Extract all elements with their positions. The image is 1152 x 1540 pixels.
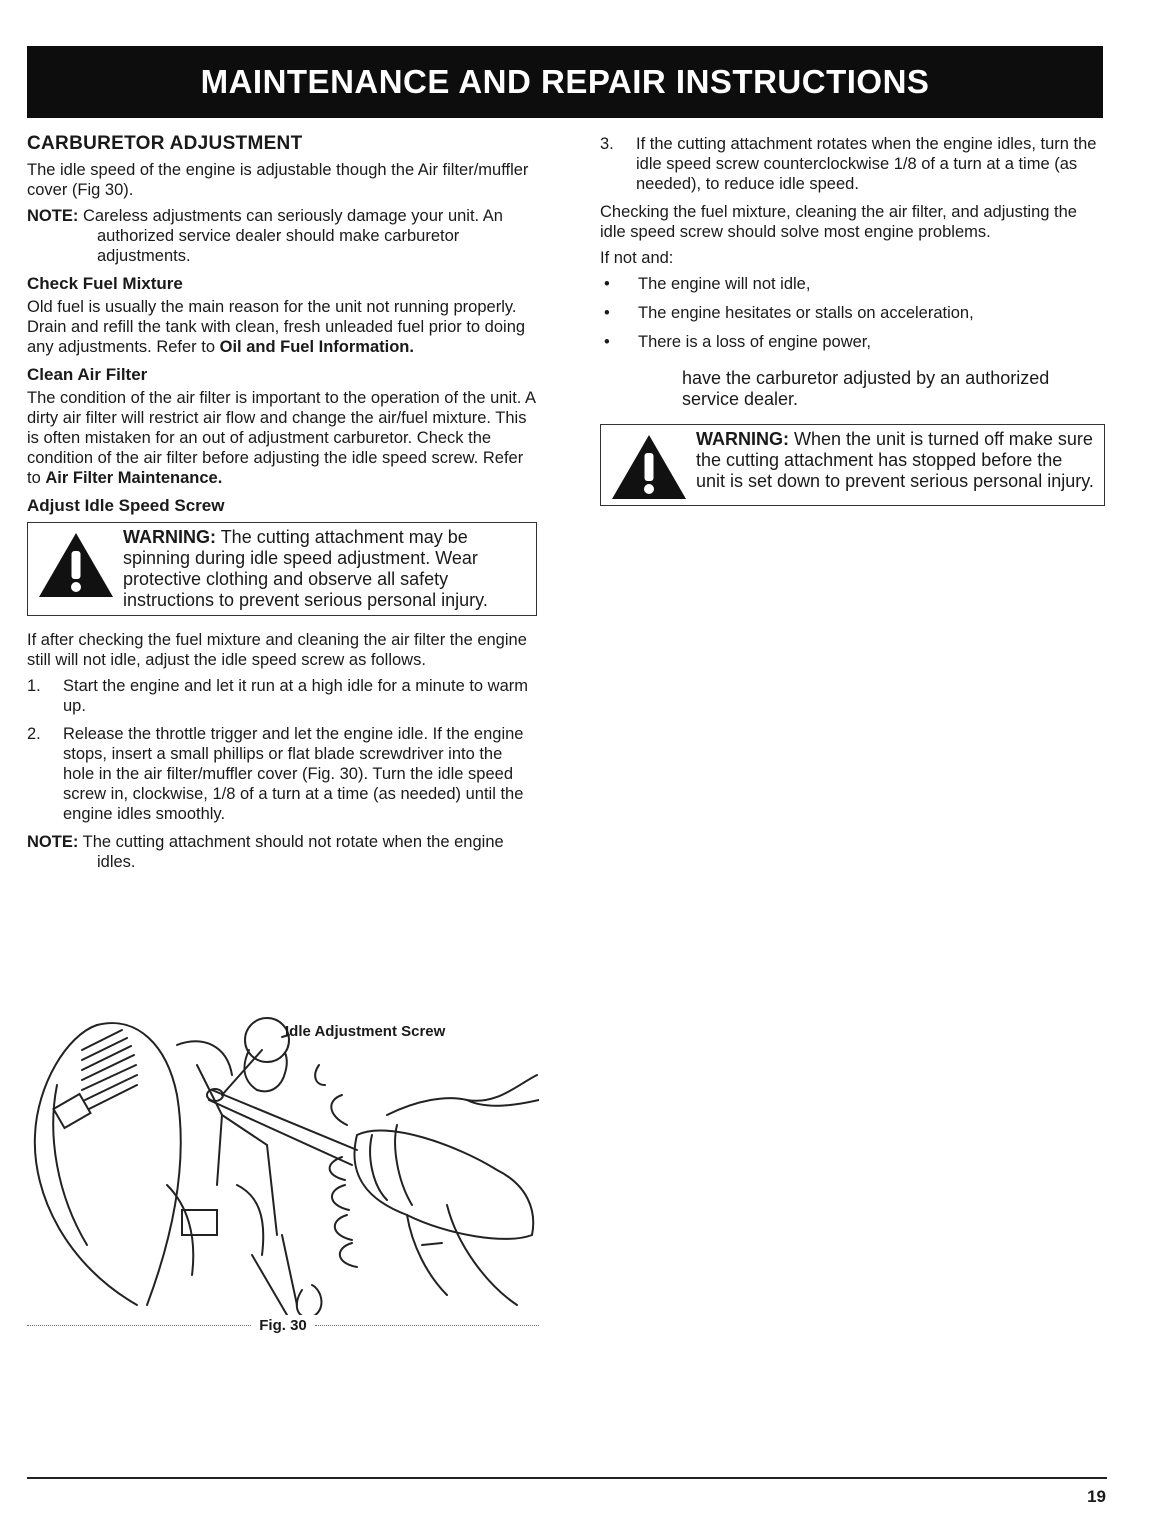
warning-box-spinning <box>27 522 537 616</box>
warning-text: When the unit is turned off make sure the cutting attachment has stopped before the unit is set down to prevent serious personal injury. <box>696 429 1094 491</box>
step-number: 1. <box>27 677 41 695</box>
adjustment-steps <box>27 676 537 824</box>
heading-adjust-idle: Adjust Idle Speed Screw <box>27 496 225 515</box>
problem-list <box>600 274 1105 352</box>
bullet-icon: • <box>604 333 610 351</box>
bullet-icon: • <box>604 304 610 322</box>
warning-label: WARNING: <box>696 429 789 449</box>
list-item <box>600 303 1105 323</box>
warning-triangle-icon <box>601 429 696 501</box>
check-fuel-reference: Oil and Fuel Information. <box>219 338 414 356</box>
list-item <box>600 332 1105 352</box>
note-label: NOTE: <box>27 207 79 225</box>
footer-rule <box>27 1477 1107 1479</box>
figure-30 <box>27 1005 539 1340</box>
heading-clean-air-filter: Clean Air Filter <box>27 365 148 384</box>
warning-text-block <box>696 429 1096 492</box>
bullet-text: The engine hesitates or stalls on acceleration, <box>638 304 974 322</box>
figure-callout-label: Idle Adjustment Screw <box>285 1023 446 1040</box>
step-number: 2. <box>27 725 41 743</box>
note-careless <box>27 206 537 266</box>
warning-triangle-icon <box>28 527 123 599</box>
clean-air-text: The condition of the air filter is important to the operation of the unit. A dirty air filter will restrict air flow and change the air/fuel mixture. This is often mistaken for an out of adjustment carburetor. Check the condition of the air filter before adjusting the idle speed screw. Refer to <box>27 389 536 487</box>
warning-text-block <box>123 527 528 611</box>
section-title: CARBURETOR ADJUSTMENT <box>27 133 303 154</box>
if-not-text: If not and: <box>600 249 674 267</box>
page-title: MAINTENANCE AND REPAIR INSTRUCTIONS <box>200 63 930 100</box>
step-text: Start the engine and let it run at a high idle for a minute to warm up. <box>63 677 529 715</box>
page-header-banner <box>27 46 1103 118</box>
list-item <box>27 724 537 824</box>
warning-box-turned-off <box>600 424 1105 506</box>
note-attachment <box>27 832 537 872</box>
heading-check-fuel: Check Fuel Mixture <box>27 274 183 293</box>
caption-divider <box>315 1325 539 1326</box>
caption-divider <box>27 1325 251 1326</box>
clean-air-reference: Air Filter Maintenance. <box>45 469 223 487</box>
figure-caption: Fig. 30 <box>259 1317 307 1334</box>
bullet-text: There is a loss of engine power, <box>638 333 871 351</box>
note-text: The cutting attachment should not rotate when the engine idles. <box>82 833 504 871</box>
dealer-instruction: have the carburetor adjusted by an authorized service dealer. <box>682 368 1050 409</box>
step-number: 3. <box>600 135 614 153</box>
list-item <box>600 274 1105 294</box>
warning-label: WARNING: <box>123 527 216 547</box>
checking-paragraph: Checking the fuel mixture, cleaning the air filter, and adjusting the idle speed screw should solve most engine problems. <box>600 203 1077 241</box>
right-column <box>600 134 1105 520</box>
list-item <box>27 676 537 716</box>
page-number: 19 <box>1087 1487 1106 1506</box>
clean-air-paragraph <box>27 388 537 488</box>
list-item <box>600 134 1105 194</box>
check-fuel-text: Old fuel is usually the main reason for the unit not running properly. Drain and refill the tank with clean, fresh unleaded fuel prior to doing any adjustments. Refer to <box>27 298 526 356</box>
left-column <box>27 133 537 880</box>
trimmer-illustration <box>27 1005 539 1315</box>
note-text: Careless adjustments can seriously damage your unit. An authorized service dealer should make carburetor adjustments. <box>82 207 503 265</box>
after-checking-paragraph: If after checking the fuel mixture and cleaning the air filter the engine still will not idle, adjust the idle speed screw as follows. <box>27 631 527 669</box>
check-fuel-paragraph <box>27 297 537 357</box>
bullet-text: The engine will not idle, <box>638 275 811 293</box>
note-label: NOTE: <box>27 833 79 851</box>
intro-paragraph: The idle speed of the engine is adjustable though the Air filter/muffler cover (Fig 30). <box>27 161 529 199</box>
step-text: If the cutting attachment rotates when the engine idles, turn the idle speed screw counterclockwise 1/8 of a turn at a time (as needed), to reduce idle speed. <box>636 135 1097 193</box>
adjustment-steps-continued <box>600 134 1105 194</box>
bullet-icon: • <box>604 275 610 293</box>
figure-caption-row <box>27 1317 539 1334</box>
step-text: Release the throttle trigger and let the engine idle. If the engine stops, insert a small phillips or flat blade screwdriver into the hole in the air filter/muffler cover (Fig. 30). Turn the idle speed screw in, clockwise, 1/8 of a turn at a time (as needed) until the engine idles smoothly. <box>63 725 524 823</box>
warning-text: The cutting attachment may be spinning during idle speed adjustment. Wear protective clothing and observe all safety instructions to prevent serious personal injury. <box>123 527 488 610</box>
